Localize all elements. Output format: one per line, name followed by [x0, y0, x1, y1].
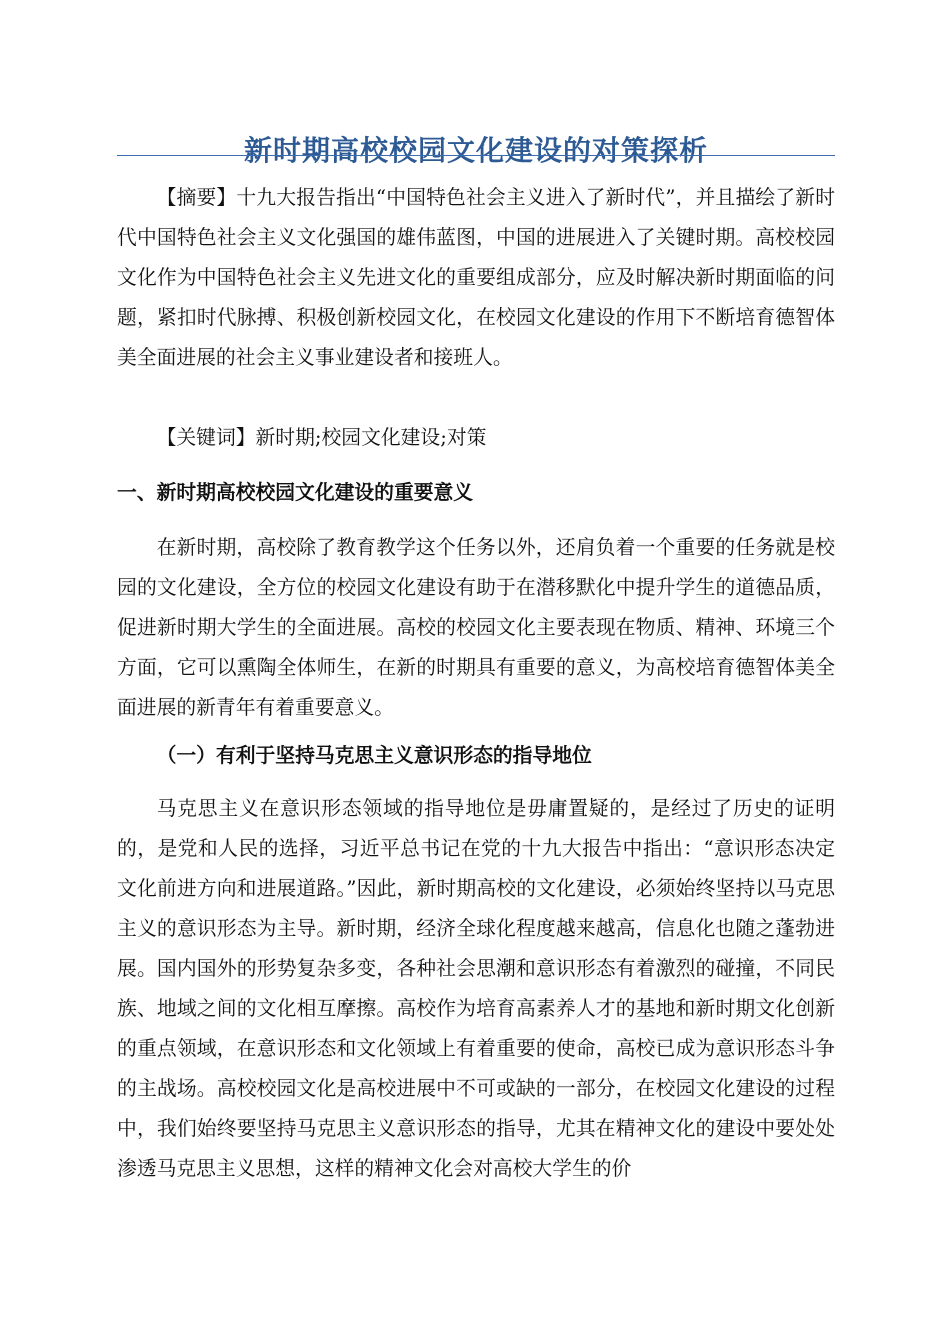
- subsection-body-paragraph: 马克思主义在意识形态领域的指导地位是毋庸置疑的，是经过了历史的证明的，是党和人民的选择，习近平总书记在党的十九大报告中指出：“意识形态决定文化前进方向和进展道路。”因此，新时期高校的文化建设，必须始终坚持以马克思主义的意识形态为主导。新时期，经济全球化程度越来越高，信息化也随之蓬勃进展。国内国外的形势复杂多变，各种社会思潮和意识形态有着激烈的碰撞，不同民族、地域之间的文化相互摩擦。高校作为培育高素养人才的基地和新时期文化创新的重点领域，在意识形态和文化领域上有着重要的使命，高校已成为意识形态斗争的主战场。高校校园文化是高校进展中不可或缺的一部分，在校园文化建设的过程中，我们始终要坚持马克思主义意识形态的指导，尤其在精神文化的建设中要处处渗透马克思主义思想，这样的精神文化会对高校大学生的价: [117, 797, 835, 1180]
- subsection-heading: （一）有利于坚持马克思主义意识形态的指导地位: [156, 743, 592, 767]
- document-title: 新时期高校校园文化建设的对策探析: [243, 133, 708, 167]
- section-heading: 一、新时期高校校园文化建设的重要意义: [117, 481, 474, 504]
- title-underline: [117, 155, 835, 156]
- section-intro-paragraph: 在新时期，高校除了教育教学这个任务以外，还肩负着一个重要的任务就是校园的文化建设，全方位的校园文化建设有助于在潜移默化中提升学生的道德品质，促进新时期大学生的全面进展。高校的校园文化主要表现在物质、精神、环境三个方面，它可以熏陶全体师生，在新的时期具有重要的意义，为高校培育德智体美全面进展的新青年有着重要意义。: [117, 536, 835, 719]
- keywords-paragraph: 【关键词】新时期;校园文化建设;对策: [156, 426, 487, 449]
- abstract-paragraph: 【摘要】十九大报告指出“中国特色社会主义进入了新时代”，并且描绘了新时代中国特色社会主义文化强国的雄伟蓝图，中国的进展进入了关键时期。高校校园文化作为中国特色社会主义先进文化的重要组成部分，应及时解决新时期面临的问题，紧扣时代脉搏、积极创新校园文化，在校园文化建设的作用下不断培育德智体美全面进展的社会主义事业建设者和接班人。: [117, 186, 835, 369]
